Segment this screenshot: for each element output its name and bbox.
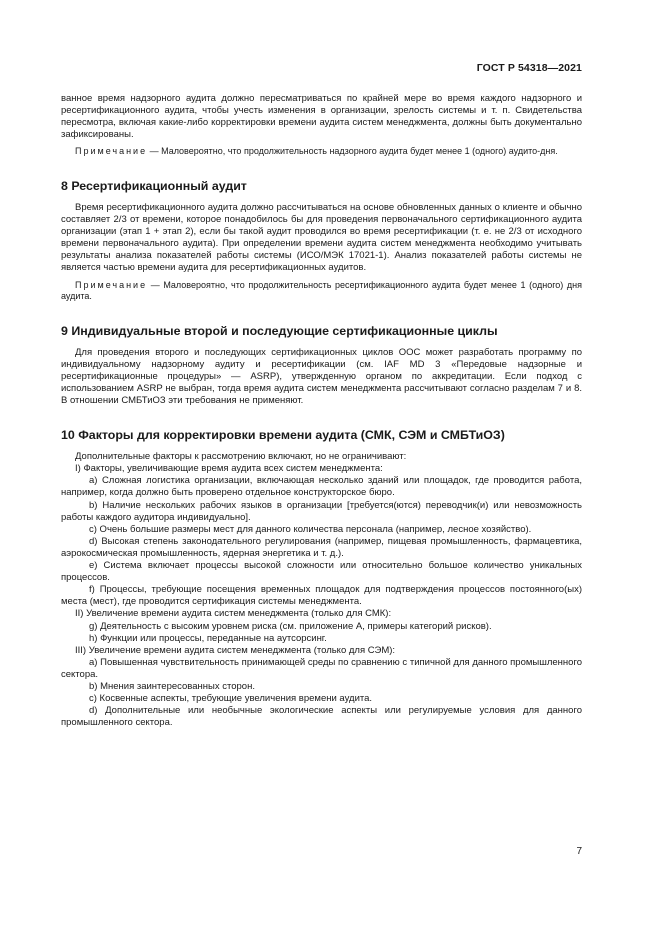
- document-code: ГОСТ Р 54318—2021: [476, 62, 582, 74]
- factor-item: d) Высокая степень законодательного регулирования (например, пищевая промышленность, фармацевтика, аэрокосмическая промышленность, ядерная энергетика и т. д.).: [61, 535, 582, 559]
- factor-item: g) Деятельность с высоким уровнем риска (см. приложение А, примеры категорий рисков).: [89, 620, 492, 632]
- note-text: — Маловероятно, что продолжительность надзорного аудита будет менее 1 (одного) аудито-дня.: [147, 146, 558, 157]
- section-10-heading: 10 Факторы для корректировки времени аудита (СМК, СЭМ и СМБТиОЗ): [61, 428, 505, 443]
- factor-item: a) Повышенная чувствительность принимающей среды по сравнению с типичной для данного промышленного сектора.: [61, 656, 582, 680]
- section-8-paragraph: Время ресертификационного аудита должно рассчитываться на основе обновленных данных о клиенте и обычно составляет 2/3 от времени, которое понадобилось бы для проведения первоначального сертификационного аудита организации (этап 1 + этап 2), если бы такой аудит проводился во время ресертификации (т. е. не 2/3 от исходного времени первоначального аудита). При определении времени аудита систем менеджмента необходимо учитывать результаты анализа показателей работы системы (ИСО/МЭК 17021-1). Анализ показателей работы системы не является частью времени аудита для ресертификационных аудитов.: [61, 201, 582, 274]
- factor-group-1: I) Факторы, увеличивающие время аудита всех систем менеджмента:: [75, 463, 383, 475]
- intro-note: [61, 146, 582, 158]
- note-label: Примечание: [75, 146, 148, 157]
- factor-item: h) Функции или процессы, переданные на аутсорсинг.: [89, 632, 327, 644]
- intro-paragraph: ванное время надзорного аудита должно пересматриваться по крайней мере во время каждого надзорного и ресертификационного аудита, чтобы учесть изменения в организации, зрелость системы и т. п. Свидетельства пересмотра, включая какие-либо корректировки времени аудита систем менеджмента, должны быть документально зафиксированы.: [61, 93, 582, 141]
- factor-item: d) Дополнительные или необычные экологические аспекты или регулируемые условия для данного промышленного сектора.: [61, 705, 582, 729]
- factor-item: e) Система включает процессы высокой сложности или относительно большое количество уникальных процессов.: [61, 560, 582, 584]
- note-label: Примечание: [75, 279, 148, 290]
- page-content: [61, 93, 582, 729]
- factor-group-2: II) Увеличение времени аудита систем менеджмента (только для СМК):: [75, 608, 392, 620]
- section-9-heading: 9 Индивидуальные второй и последующие сертификационные циклы: [61, 323, 498, 338]
- section-10-lead: Дополнительные факторы к рассмотрению включают, но не ограничивают:: [75, 451, 407, 463]
- section-8-heading: 8 Ресертификационный аудит: [61, 178, 247, 193]
- factor-item: c) Косвенные аспекты, требующие увеличения времени аудита.: [89, 693, 373, 705]
- factor-group-3: III) Увеличение времени аудита систем менеджмента (только для СЭМ):: [75, 644, 396, 656]
- section-8-note: [61, 280, 582, 303]
- factor-item: a) Сложная логистика организации, включающая несколько зданий или площадок, где проводится работа, например, когда должно быть проверено отдельное конструкторское бюро.: [61, 475, 582, 499]
- factor-item: f) Процессы, требующие посещения временных площадок для подтверждения процессов постоянного(ых) места (мест), где проводится сертификация системы менеджмента.: [61, 584, 582, 608]
- factor-item: b) Наличие нескольких рабочих языков в организации [требуется(ются) переводчик(и) или невозможность работы каждого аудитора индивидуально].: [61, 499, 582, 523]
- factor-item: c) Очень большие размеры мест для данного количества персонала (например, лесное хозяйство).: [89, 523, 532, 535]
- page-number: 7: [576, 846, 582, 857]
- factor-item: b) Мнения заинтересованных сторон.: [89, 680, 255, 692]
- note-text: — Маловероятно, что продолжительность ресертификационного аудита будет менее 1 (одного) дня аудита.: [61, 279, 582, 302]
- section-9-paragraph: Для проведения второго и последующих сертификационных циклов ООС может разработать программу по индивидуальному надзорному аудиту и ресертификации (см. IAF MD 3 «Передовые надзорные и ресертификационные процедуры» — ASRP), утвержденную органом по аккредитации. Если подход с использованием ASRP не выбран, тогда время аудита систем менеджмента рассчитывают согласно разделам 7 и 8. В отношении СМБТиОЗ эти требования не применяют.: [61, 346, 582, 407]
